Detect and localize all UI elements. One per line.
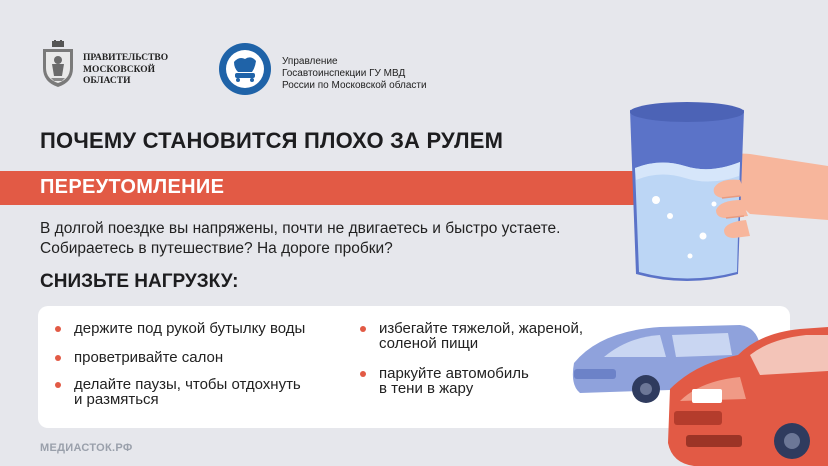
list-item: проветривайте салон	[55, 350, 305, 365]
gibdd-logo-text: Управление Госавтоинспекции ГУ МВД России по Московской области	[282, 56, 427, 91]
list-item: паркуйте автомобиль в тени в жару	[360, 366, 583, 396]
cars-icon	[560, 315, 828, 466]
list-item: делайте паузы, чтобы отдохнуть и размяться	[55, 377, 305, 407]
gov-logo-text: ПРАВИТЕЛЬСТВО МОСКОВСКОЙ ОБЛАСТИ	[83, 53, 169, 86]
footer-source: МЕДИАСТОК.РФ	[40, 442, 133, 454]
list-item: держите под рукой бутылку воды	[55, 321, 305, 336]
tips-list-right	[360, 321, 583, 411]
tips-list-left	[55, 321, 305, 421]
hand-holding-glass-icon	[590, 96, 828, 296]
tips-heading: СНИЗЬТЕ НАГРУЗКУ:	[40, 271, 239, 292]
list-item: избегайте тяжелой, жареной, соленой пищи	[360, 321, 583, 351]
intro-text: В долгой поездке вы напряжены, почти не двигаетесь и быстро устаете. Собираетесь в путешествие? На дороге пробки?	[40, 220, 561, 257]
section-title: ПЕРЕУТОМЛЕНИЕ	[40, 176, 225, 198]
gibdd-emblem-icon	[218, 42, 272, 96]
page-title: ПОЧЕМУ СТАНОВИТСЯ ПЛОХО ЗА РУЛЕМ	[40, 128, 504, 153]
coat-of-arms-icon	[40, 40, 76, 88]
